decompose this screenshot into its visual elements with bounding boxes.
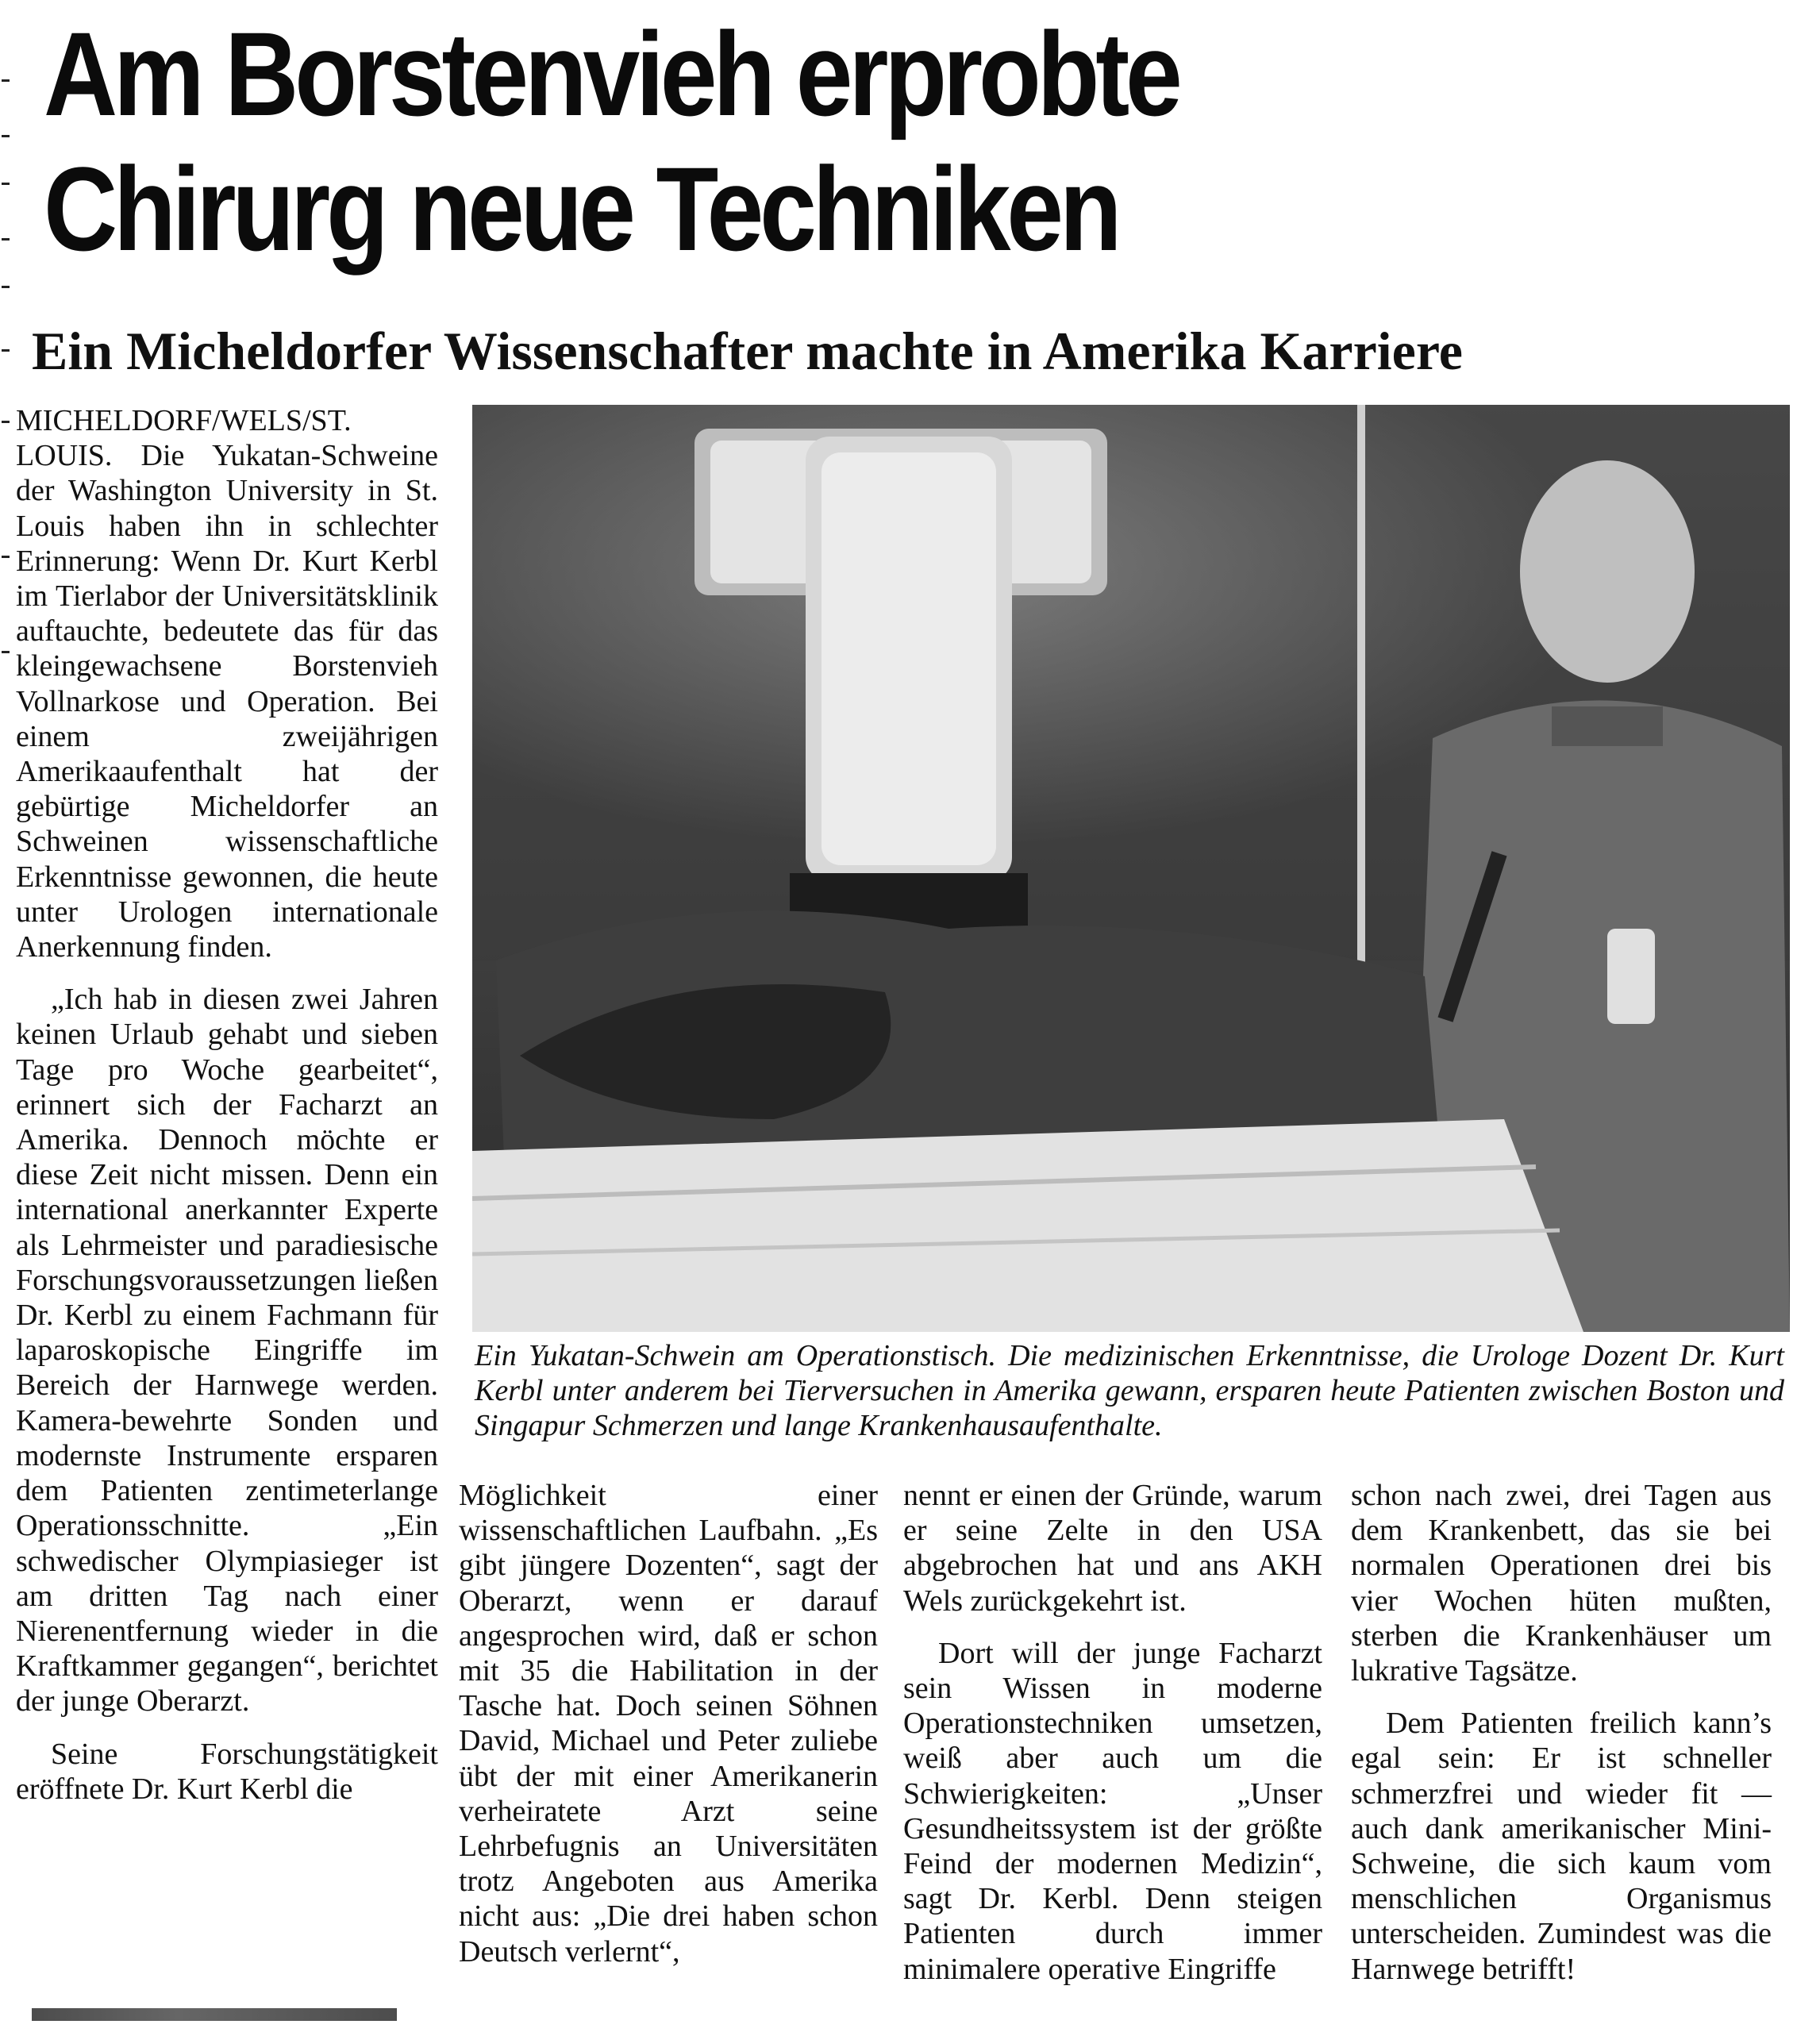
article-column-3 [903, 1478, 1322, 1987]
scan-smudge [32, 2008, 397, 2021]
article-column-4 [1351, 1478, 1772, 1987]
paragraph: MICHELDORF/WELS/ST. LOUIS. Die Yukatan-Schweine der Washington University in St. Louis haben ihn in schlechter Erinnerung: Wenn Dr. Kurt Kerbl im Tierlabor der Universitätsklinik auftauchte, bedeutete das für das kleingewachsene Borstenvieh Vollnarkose und Operation. Bei einem zweijährigen Amerikaaufenthalt hat der gebürtige Micheldorfer an Schweinen wissenschaftliche Erkenntnisse gewonnen, die heute unter Urologen internationale Anerkennung finden. [16, 404, 438, 964]
photo-caption: Ein Yukatan-Schwein am Operationstisch. Die medizinischen Erkenntnisse, die Urologe Dozent Dr. Kurt Kerbl unter anderem bei Tierversuchen in Amerika gewann, ersparen heute Patienten zwischen Boston und Singapur Schmerzen und lange Krankenhausaufenthalte. [475, 1339, 1784, 1442]
paragraph: Seine Forschungstätigkeit eröffnete Dr. Kurt Kerbl die [16, 1737, 438, 1806]
paragraph: „Ich hab in diesen zwei Jahren keinen Urlaub gehabt und sieben Tage pro Woche gearbeitet“, erinnert sich der Facharzt an Amerika. Dennoch möchte er diese Zeit nicht missen. Denn ein international anerkannter Experte als Lehrmeister und paradiesische Forschungsvoraussetzungen ließen Dr. Kerbl zu einem Fachmann für laparoskopische Eingriffe im Bereich der Harnwege werden. Kamera-bewehrte Sonden und modernste Instrumente ersparen dem Patienten zentimeterlange Operationsschnitte. „Ein schwedischer Olympiasieger ist am dritten Tag nach einer Nierenentfernung wieder in die Kraftkammer gegangen“, berichtet der junge Oberarzt. [16, 983, 438, 1718]
headline-line-1: Am Borstenvieh erprobte [44, 7, 1179, 140]
paragraph: nennt er einen der Gründe, warum er seine Zelte in den USA abgebrochen hat und ans AKH Wels zurückgekehrt ist. [903, 1479, 1322, 1618]
scan-margin-marks [0, 48, 11, 841]
headline [44, 6, 1511, 276]
operating-room-photo [472, 405, 1790, 1332]
paragraph: Dort will der junge Facharzt sein Wissen in moderne Operationstechniken umsetzen, weiß aber auch um die Schwierigkeiten: „Unser Gesundheitssystem ist der größte Feind der modernen Medizin“, sagt Dr. Kerbl. Denn steigen Patienten durch immer minimalere operative Eingriffe [903, 1636, 1322, 1986]
paragraph: schon nach zwei, drei Tagen aus dem Krankenbett, das sie bei normalen Operationen drei bis vier Wochen hüten mußten, sterben die Krankenhäuser um lukrative Tagsätze. [1351, 1479, 1772, 1688]
paragraph: Dem Patienten freilich kann’s egal sein: Er ist schneller schmerzfrei und wieder fit — auch dank amerikanischer Mini-Schweine, die sich kaum vom menschlichen Organismus unterscheiden. Zumindest was die Harnwege betrifft! [1351, 1707, 1772, 1986]
headline-line-2: Chirurg neue Techniken [44, 142, 1118, 275]
news-photo [472, 405, 1790, 1332]
article-column-1 [16, 403, 438, 1807]
article-column-2 [459, 1478, 878, 1969]
subheadline: Ein Micheldorfer Wissenschafter machte in Amerika Karriere [32, 321, 1463, 381]
paragraph: Möglichkeit einer wissenschaftlichen Laufbahn. „Es gibt jüngere Dozenten“, sagt der Oberarzt, wenn er darauf angesprochen wird, daß er schon mit 35 die Habilitation in der Tasche hat. Doch seinen Söhnen David, Michael und Peter zuliebe übt der mit einer Amerikanerin verheiratete Arzt seine Lehrbefugnis an Universitäten trotz Angeboten aus Amerika nicht aus: „Die drei haben schon Deutsch verlernt“, [459, 1479, 878, 1968]
